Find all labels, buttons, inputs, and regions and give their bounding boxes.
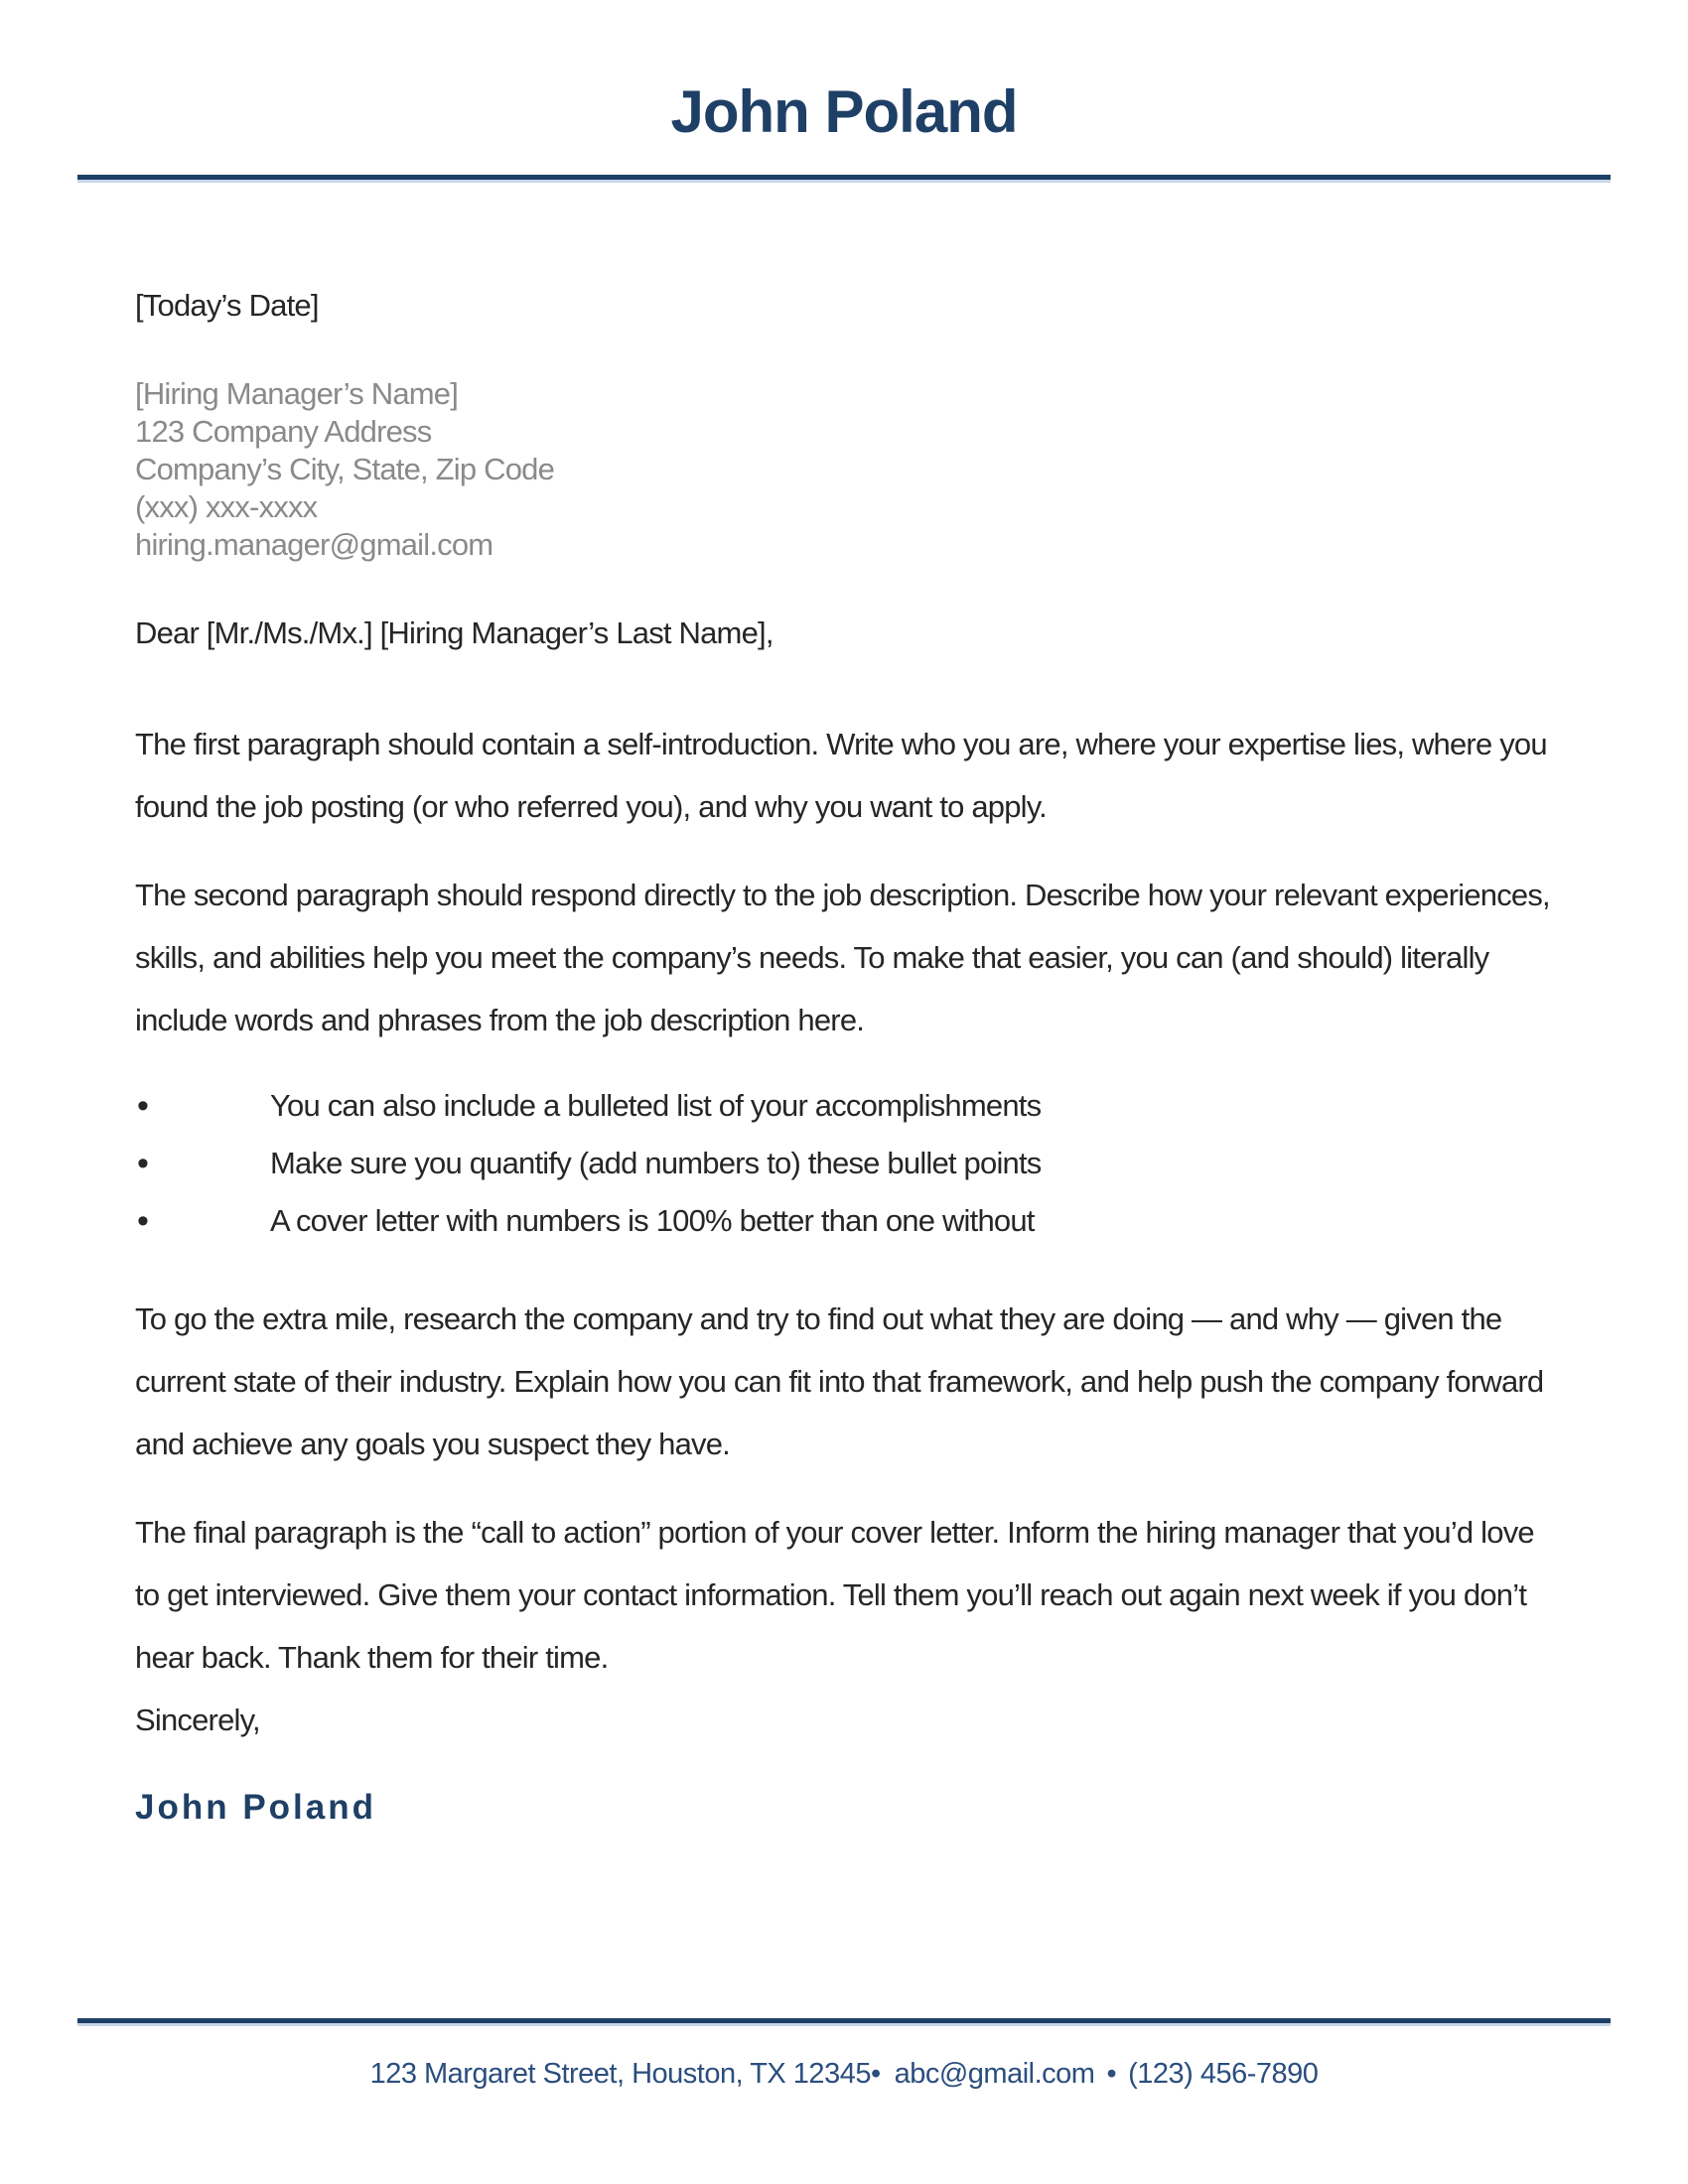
closing: Sincerely, — [135, 1703, 260, 1737]
recipient-email: hiring.manager@gmail.com — [135, 527, 493, 562]
recipient-address: 123 Company Address — [135, 414, 432, 449]
bullet-icon: • — [137, 1087, 149, 1125]
list-item — [135, 1135, 1553, 1192]
letter-body — [0, 286, 1688, 1828]
list-item-text: A cover letter with numbers is 100% better than one without — [270, 1203, 1035, 1238]
list-item-text: You can also include a bulleted list of your accomplishments — [270, 1088, 1042, 1123]
footer-divider — [77, 2018, 1611, 2026]
paragraph-job-description: The second paragraph should respond directly to the job description. Describe how your relevant experiences, skills, and abilities help you meet the company’s needs. To make that easier, you can (and should) literally include words and phrases from the job description here. — [135, 878, 1550, 1037]
footer-phone: (123) 456-7890 — [1128, 2058, 1319, 2090]
signature: John Poland — [135, 1788, 376, 1827]
list-item — [135, 1192, 1553, 1250]
list-item-text: Make sure you quantify (add numbers to) these bullet points — [270, 1146, 1042, 1180]
header-divider — [77, 175, 1611, 183]
recipient-name: [Hiring Manager’s Name] — [135, 376, 459, 411]
date-placeholder: [Today’s Date] — [135, 288, 319, 323]
paragraph-extra-mile: To go the extra mile, research the company and try to find out what they are doing — and why — given the current state of their industry. Explain how you can fit into that framework, and help push the company forward and achieve any goals you suspect they have. — [135, 1301, 1544, 1461]
footer-address: 123 Margaret Street, Houston, TX 12345 — [369, 2058, 871, 2090]
paragraph-call-to-action: The final paragraph is the “call to action” portion of your cover letter. Inform the hiring manager that you’d love to get interviewed. Give them your contact information. Tell them you’ll reach out again next week if you don’t hear back. Thank them for their time. — [135, 1515, 1534, 1675]
salutation: Dear [Mr./Ms./Mx.] [Hiring Manager’s Last Name], — [135, 615, 774, 650]
recipient-block — [135, 375, 1553, 564]
accomplishments-list — [135, 1077, 1553, 1250]
footer — [0, 2018, 1688, 2092]
paragraph-intro: The first paragraph should contain a self-introduction. Write who you are, where your expertise lies, where you found the job posting (or who referred you), and why you want to apply. — [135, 727, 1547, 824]
footer-separator: • — [1106, 2058, 1117, 2090]
footer-contact-line — [0, 2056, 1688, 2092]
recipient-phone: (xxx) xxx-xxxx — [135, 489, 318, 524]
bullet-icon: • — [137, 1202, 149, 1240]
page-title: John Poland — [670, 78, 1018, 145]
bullet-icon: • — [137, 1145, 149, 1182]
footer-email: abc@gmail.com — [894, 2058, 1095, 2090]
list-item — [135, 1077, 1553, 1135]
footer-separator: • — [870, 2058, 881, 2090]
recipient-city-state-zip: Company’s City, State, Zip Code — [135, 452, 555, 486]
